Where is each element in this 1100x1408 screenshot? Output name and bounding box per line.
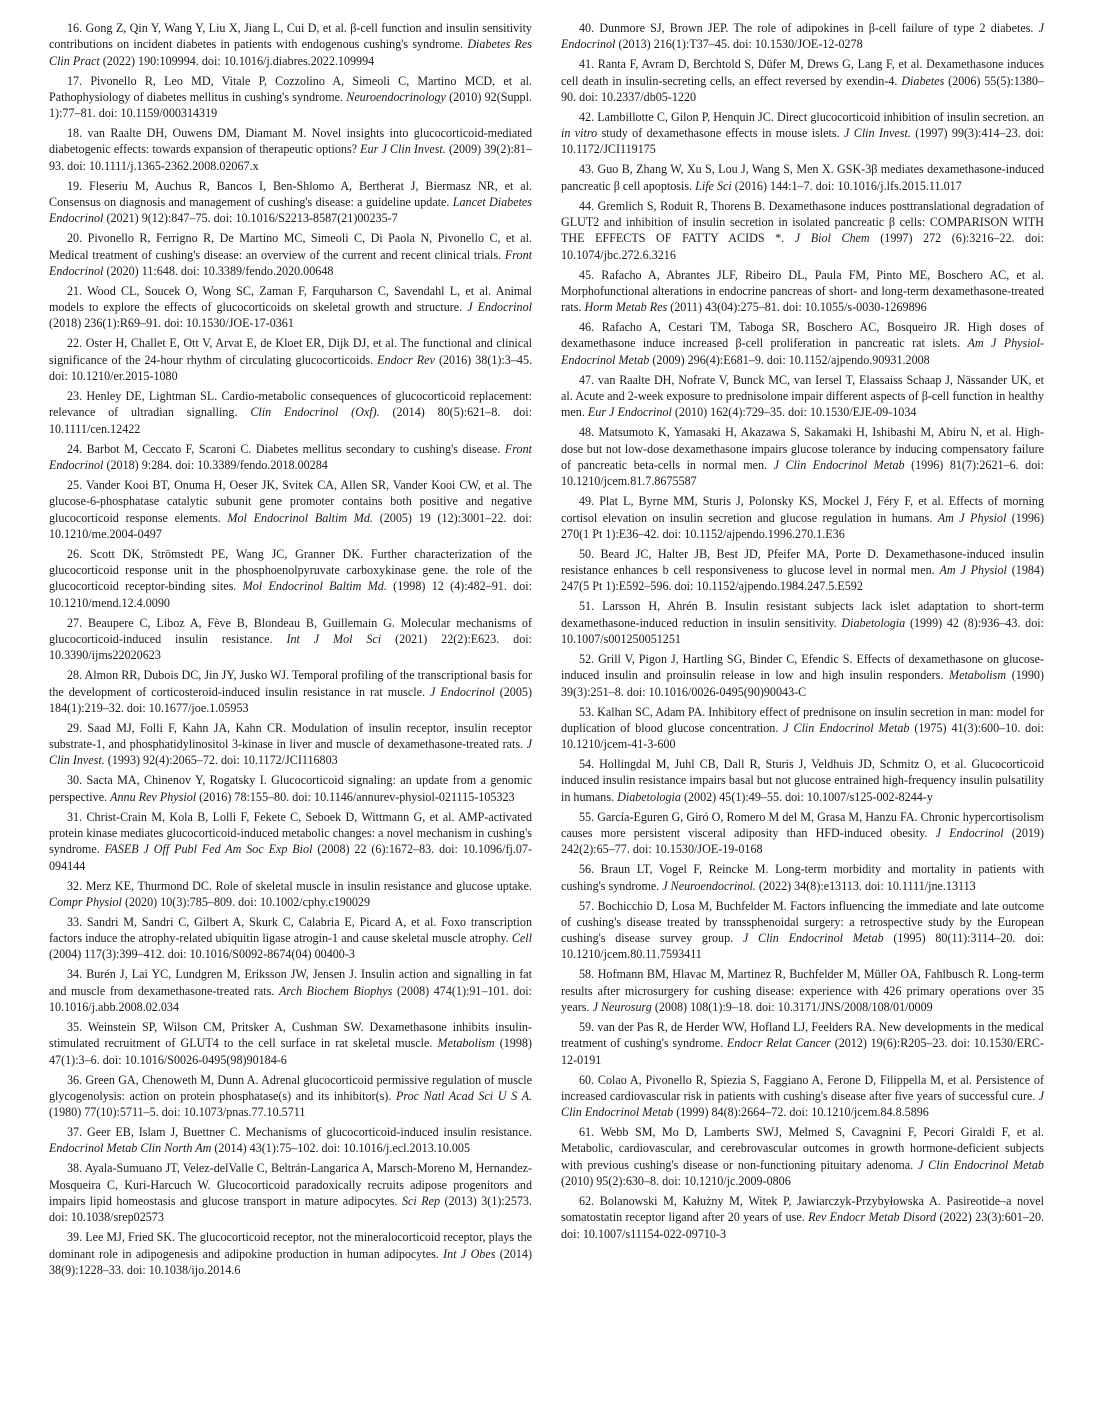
reference-item <box>49 178 532 227</box>
reference-details: (2014) 38(9):1228–33. doi: 10.1038/ijo.2014.6 <box>49 1246 533 1277</box>
reference-number: 18. <box>67 126 83 141</box>
reference-item <box>561 861 1044 894</box>
reference-text: Lee MJ, Fried SK. The glucocorticoid receptor, not the mineralocorticoid receptor, plays the dominant role in adipogenesis and adipokine production in human adipocytes. <box>49 1230 532 1261</box>
reference-journal: J Biol Chem <box>794 231 870 246</box>
reference-journal: Cell <box>511 931 532 946</box>
reference-number: 42. <box>579 109 595 124</box>
reference-journal: Sci Rep <box>402 1194 441 1209</box>
reference-number: 24. <box>67 441 83 456</box>
reference-details: (2013) 3(1):2573. doi: 10.1038/srep02573 <box>49 1194 532 1225</box>
reference-text: Henley DE, Lightman SL. Cardio-metabolic consequences of glucocorticoid replacement: relevance of ultradian signalling. <box>49 389 532 420</box>
reference-number: 33. <box>67 914 83 929</box>
reference-item <box>49 546 532 611</box>
reference-journal: FASEB J Off Publ Fed Am Soc Exp Biol <box>104 842 313 857</box>
reference-text: Saad MJ, Folli F, Kahn JA, Kahn CR. Modulation of insulin receptor, insulin receptor substrate-1, and phosphatidylinositol 3-kinase in liver and muscle of dexamethasone-treated rats. <box>49 720 532 752</box>
reference-item <box>561 598 1044 647</box>
reference-details: (2021) 22(2):E623. doi: 10.3390/ijms22020623 <box>49 631 532 663</box>
reference-item <box>49 441 532 474</box>
reference-journal: J Neurosurg <box>592 1000 652 1014</box>
reference-text: Hofmann BM, Hlavac M, Martinez R, Buchfelder M, Müller OA, Fahlbusch R. Long-term results after microsurgery for cushing disease: experience with 426 primary operations over 35 years. <box>561 967 1044 1014</box>
reference-journal: Endocr Relat Cancer <box>726 1036 831 1051</box>
reference-details: (1996) 81(7):2621–6. doi: 10.1210/jcem.81.7.8675587 <box>561 457 1044 489</box>
reference-item <box>49 230 532 279</box>
reference-details: (2016) 38(1):3–45. doi: 10.1210/er.2015-1080 <box>49 352 533 384</box>
reference-text: Almon RR, Dubois DC, Jin JY, Jusko WJ. Temporal profiling of the transcriptional basis for the development of corticosteroid-induced insulin resistance in rat muscle. <box>49 668 532 699</box>
reference-text: Ranta F, Avram D, Berchtold S, Düfer M, Drews G, Lang F, et al. Dexamethasone induces cell death in insulin-secreting cells, an effect reversed by exendin-4. <box>561 57 1044 88</box>
reference-text: Fleseriu M, Auchus R, Bancos I, Ben-Shlomo A, Bertherat J, Biermasz NR, et al. Consensus on diagnosis and management of cushing's disease: a guideline update. <box>49 178 532 210</box>
reference-journal: Am J Physiol <box>939 563 1007 578</box>
reference-details: (2022) 190:109994. doi: 10.1016/j.diabres.2022.109994 <box>102 53 375 68</box>
reference-journal: Horm Metab Res <box>584 300 668 315</box>
reference-details: (2019) 242(2):65–77. doi: 10.1530/JOE-19-0168 <box>561 825 1045 857</box>
reference-column-right <box>561 20 1044 1246</box>
reference-journal: Am J Physiol-Endocrinol Metab <box>561 336 1044 367</box>
reference-number: 45. <box>579 267 595 282</box>
reference-number: 28. <box>67 668 83 683</box>
reference-journal: Front Endocrinol <box>49 441 533 472</box>
reference-number: 30. <box>67 773 83 788</box>
reference-text: Geer EB, Islam J, Buettner C. Mechanisms of glucocorticoid-induced insulin resistance. <box>87 1125 532 1140</box>
reference-item <box>561 898 1044 963</box>
reference-item <box>49 388 532 437</box>
reference-details: (2004) 117(3):399–412. doi: 10.1016/S0092-8674(04) 00400-3 <box>49 947 355 962</box>
reference-item <box>561 493 1044 542</box>
reference-text: Dunmore SJ, Brown JEP. The role of adipokines in β-cell failure of type 2 diabetes. <box>599 21 1034 35</box>
reference-item <box>49 809 532 874</box>
reference-item <box>561 319 1044 368</box>
reference-item <box>561 809 1044 858</box>
reference-text: Larsson H, Ahrén B. Insulin resistant subjects lack islet adaptation to short-term dexamethasone-induced reduction in insulin sensitivity. <box>561 599 1044 630</box>
reference-number: 21. <box>67 283 83 298</box>
reference-item <box>49 772 532 805</box>
reference-item <box>49 477 532 542</box>
reference-item <box>561 756 1044 805</box>
reference-number: 57. <box>579 898 595 913</box>
reference-text: Wood CL, Soucek O, Wong SC, Zaman F, Farquharson C, Savendahl L, et al. Animal models to explore the effects of glucocorticoids on skeletal growth and structure. <box>49 283 532 315</box>
reference-details: (1990) 39(3):251–8. doi: 10.1016/0026-0495(90)90043-C <box>561 668 1044 699</box>
reference-details: (1997) 99(3):414–23. doi: 10.1172/JCI119175 <box>561 126 1044 157</box>
reference-journal: Rev Endocr Metab Disord <box>808 1210 937 1225</box>
reference-journal: J Clin Endocrinol Metab <box>561 1088 1044 1120</box>
reference-item <box>49 1229 532 1278</box>
reference-journal: Diabetologia <box>617 789 681 804</box>
reference-item <box>561 20 1044 53</box>
reference-details: (2006) 55(5):1380–90. doi: 10.2337/db05-1220 <box>561 73 1045 104</box>
reference-number: 62. <box>579 1194 595 1209</box>
reference-item <box>561 1193 1044 1242</box>
reference-number: 51. <box>579 599 595 614</box>
reference-details: (1998) 47(1):3–6. doi: 10.1016/S0026-0495(98)90184-6 <box>49 1036 532 1067</box>
reference-number: 40. <box>579 21 595 35</box>
reference-details: (1975) 41(3):600–10. doi: 10.1210/jcem-41-3-600 <box>561 720 1044 752</box>
reference-details: (1984) 247(5 Pt 1):E592–596. doi: 10.1152/ajpendo.1984.247.5.E592 <box>561 563 1044 594</box>
reference-item <box>561 966 1044 1015</box>
reference-journal: Eur J Endocrinol <box>587 405 672 420</box>
reference-journal: Metabolism <box>949 668 1007 683</box>
reference-details: (2018) 236(1):R69–91. doi: 10.1530/JOE-17-0361 <box>49 316 294 331</box>
reference-item <box>561 161 1044 194</box>
reference-text: Matsumoto K, Yamasaki H, Akazawa S, Sakamaki H, Ishibashi M, Abiru N, et al. High-dose but not low-dose dexamethasone impairs glucose tolerance by inducing compensatory failure of pancreatic beta-cells in normal men. <box>561 425 1044 472</box>
reference-details: (2011) 43(04):275–81. doi: 10.1055/s-0030-1269896 <box>670 300 927 315</box>
reference-text: García-Eguren G, Giró O, Romero M del M, Grasa M, Hanzu FA. Chronic hypercortisolism causes more persistent visceral adiposity than HFD-induced obesity. <box>561 809 1044 840</box>
reference-item <box>561 198 1044 263</box>
reference-details: (2005) 19 (12):3001–22. doi: 10.1210/me.2004-0497 <box>49 510 532 541</box>
reference-item <box>49 667 532 716</box>
reference-text: Kalhan SC, Adam PA. Inhibitory effect of prednisone on insulin secretion in man: model for duplication of blood glucose concentration. <box>561 704 1044 735</box>
reference-journal: Lancet Diabetes Endocrinol <box>49 195 533 226</box>
reference-item <box>49 914 532 963</box>
reference-journal: J Neuroendocrinol. <box>662 878 756 893</box>
reference-number: 59. <box>579 1019 595 1034</box>
reference-number: 22. <box>67 336 83 351</box>
reference-item <box>561 1124 1044 1189</box>
reference-journal: J Clin Endocrinol Metab <box>783 720 910 735</box>
reference-details: (2009) 39(2):81–93. doi: 10.1111/j.1365-2362.2008.02067.x <box>49 142 533 173</box>
reference-number: 61. <box>579 1125 595 1140</box>
reference-journal: Arch Biochem Biophys <box>278 983 393 998</box>
reference-item <box>49 1072 532 1121</box>
reference-text: Merz KE, Thurmond DC. Role of skeletal muscle in insulin resistance and glucose uptake. <box>85 878 532 893</box>
reference-journal: J Clin Invest. <box>49 737 532 768</box>
reference-journal: J Endocrinol <box>561 21 1044 52</box>
reference-item <box>49 125 532 174</box>
reference-text: Oster H, Challet E, Ott V, Arvat E, de Kloet ER, Dijk DJ, et al. The functional and clinical significance of the 24-hour rhythm of circulating glucocorticoids. <box>49 336 533 367</box>
reference-details: (2022) 34(8):e13113. doi: 10.1111/jne.13113 <box>758 878 976 893</box>
reference-text: Plat L, Byrne MM, Sturis J, Polonsky KS, Mockel J, Féry F, et al. Effects of morning cortisol elevation on insulin secretion and glucose regulation in humans. <box>561 494 1044 525</box>
reference-text: Pivonello R, Ferrigno R, De Martino MC, Simeoli C, Di Paola N, Pivonello C, et al. Medical treatment of cushing's disease: an overview of the current and recent clinical trials. <box>49 231 532 262</box>
reference-text: Barbot M, Ceccato F, Scaroni C. Diabetes mellitus secondary to cushing's disease. <box>86 441 501 456</box>
reference-journal: Mol Endocrinol Baltim Md. <box>227 510 373 525</box>
reference-text: Gremlich S, Roduit R, Thorens B. Dexamethasone induces posttranslational degradation of GLUT2 and inhibition of insulin secretion in isolated pancreatic β cells: COMPARISON WITH THE EFFECTS OF FATTY ACIDS *. <box>561 198 1044 246</box>
reference-number: 16. <box>67 21 83 35</box>
reference-item <box>49 283 532 332</box>
reference-details: (1996) 270(1 Pt 1):E36–42. doi: 10.1152/ajpendo.1996.270.1.E36 <box>561 510 1044 541</box>
reference-details: (2018) 9:284. doi: 10.3389/fendo.2018.00284 <box>106 457 328 472</box>
reference-text: Bolanowski M, Kałużny M, Witek P, Jawiarczyk-Przybyłowska A. Pasireotide–a novel somatostatin receptor ligand after 20 years of use. <box>561 1194 1044 1225</box>
reference-journal: Endocr Rev <box>377 352 435 367</box>
reference-details: (2008) 108(1):9–18. doi: 10.3171/JNS/2008/108/01/0009 <box>654 1000 933 1014</box>
reference-journal: Diabetes <box>901 73 945 88</box>
reference-number: 34. <box>67 967 83 982</box>
reference-details: (2008) 474(1):91–101. doi: 10.1016/j.abb.2008.02.034 <box>49 983 533 1014</box>
reference-details: (1995) 80(11):3114–20. doi: 10.1210/jcem.80.11.7593411 <box>561 931 1044 962</box>
reference-text: Pivonello R, Leo MD, Vitale P, Cozzolino A, Simeoli C, Martino MCD, et al. Pathophysiology of diabetes mellitus in cushing's syndrome. <box>49 73 532 104</box>
reference-number: 52. <box>579 651 595 666</box>
reference-text: Lambillotte C, Gilon P, Henquin JC. Direct glucocorticoid inhibition of insulin secretion. an <box>597 109 1044 124</box>
reference-text: van der Pas R, de Herder WW, Hofland LJ, Feelders RA. New developments in the medical treatment of cushing's syndrome. <box>561 1019 1044 1051</box>
reference-item <box>561 546 1044 595</box>
reference-item <box>561 424 1044 489</box>
reference-item <box>49 1160 532 1225</box>
reference-item <box>561 704 1044 753</box>
reference-number: 36. <box>67 1072 83 1087</box>
reference-journal: Compr Physiol <box>49 894 122 909</box>
reference-number: 43. <box>579 162 595 177</box>
reference-column-left <box>49 20 532 1282</box>
reference-number: 31. <box>67 809 83 824</box>
reference-number: 50. <box>579 546 595 561</box>
reference-text: Guo B, Zhang W, Xu S, Lou J, Wang S, Men X. GSK-3β mediates dexamethasone-induced pancreatic β cell apoptosis. <box>561 162 1044 193</box>
reference-text: van Raalte DH, Ouwens DM, Diamant M. Novel insights into glucocorticoid-mediated diabetogenic effects: towards expansion of therapeutic options? <box>49 126 532 157</box>
reference-number: 39. <box>67 1230 83 1245</box>
reference-text: Bochicchio D, Losa M, Buchfelder M. Factors influencing the immediate and late outcome of cushing's disease treated by transsphenoidal surgery: a retrospective study by the European cushing's disease survey group. <box>561 898 1044 946</box>
reference-journal: Annu Rev Physiol <box>110 789 197 804</box>
reference-journal: Neuroendocrinology <box>346 89 446 104</box>
reference-number: 26. <box>67 546 83 561</box>
reference-text: Burén J, Lai YC, Lundgren M, Eriksson JW, Jensen J. Insulin action and signalling in fat and muscle from dexamethasone-treated rats. <box>49 967 532 998</box>
reference-item <box>49 73 532 122</box>
reference-text: Weinstein SP, Wilson CM, Pritsker A, Cushman SW. Dexamethasone inhibits insulin-stimulated recruitment of GLUT4 to the cell surface in rat skeletal muscle. <box>49 1019 532 1051</box>
reference-details: (2021) 9(12):847–75. doi: 10.1016/S2213-8587(21)00235-7 <box>106 211 398 226</box>
reference-text: Hollingdal M, Juhl CB, Dall R, Sturis J, Veldhuis JD, Schmitz O, et al. Glucocorticoid induced insulin resistance impairs basal but not glucose entrained high-frequency insulin pulsatility in humans. <box>561 757 1044 804</box>
reference-details: (2020) 10(3):785–809. doi: 10.1002/cphy.c190029 <box>124 894 371 909</box>
reference-item <box>49 878 532 911</box>
reference-text: Beaupere C, Liboz A, Fève B, Blondeau B, Guillemain G. Molecular mechanisms of glucocorticoid-induced insulin resistance. <box>49 615 532 646</box>
reference-journal: Am J Physiol <box>937 510 1007 525</box>
reference-number: 37. <box>67 1125 83 1140</box>
reference-details: (2010) 92(Suppl. 1):77–81. doi: 10.1159/000314319 <box>49 89 532 121</box>
reference-item <box>49 20 532 69</box>
reference-text: Gong Z, Qin Y, Wang Y, Liu X, Jiang L, Cui D, et al. β-cell function and insulin sensitivity contributions on incident diabetes in patients with endogenous cushing's syndrome. <box>49 21 532 52</box>
reference-number: 29. <box>67 720 83 735</box>
reference-text: Christ-Crain M, Kola B, Lolli F, Fekete C, Seboek D, Wittmann G, et al. AMP-activated protein kinase mediates glucocorticoid-induced metabolic changes: a novel mechanism in cushing's syndrome. <box>49 809 533 857</box>
reference-number: 20. <box>67 231 83 246</box>
reference-journal: J Clin Endocrinol Metab <box>773 457 905 472</box>
reference-journal: J Endocrinol <box>429 684 495 699</box>
reference-journal: Proc Natl Acad Sci U S A. <box>395 1088 532 1103</box>
reference-text: Sandri M, Sandri C, Gilbert A, Skurk C, Calabria E, Picard A, et al. Foxo transcription factors induce the atrophy-related ubiquitin ligase atrogin-1 and cause skeletal muscle atrophy. <box>49 914 532 946</box>
reference-item <box>49 335 532 384</box>
reference-number: 17. <box>67 73 83 88</box>
reference-details: (2022) 23(3):601–20. doi: 10.1007/s11154-022-09710-3 <box>561 1210 1045 1241</box>
reference-number: 41. <box>579 57 595 72</box>
reference-text: Grill V, Pigon J, Hartling SG, Binder C, Efendic S. Effects of dexamethasone on glucose-induced insulin and proinsulin release in low and high insulin responders. <box>561 651 1044 683</box>
reference-journal: Diabetes Res Clin Pract <box>49 37 532 68</box>
reference-journal: Metabolism <box>437 1036 495 1051</box>
reference-number: 55. <box>579 809 595 824</box>
reference-details: (2014) 43(1):75–102. doi: 10.1016/j.ecl.2013.10.005 <box>214 1141 471 1156</box>
reference-journal: Mol Endocrinol Baltim Md. <box>242 579 387 594</box>
reference-details: (2005) 184(1):219–32. doi: 10.1677/joe.1.05953 <box>49 684 532 715</box>
reference-details: study of dexamethasone effects in mouse islets. <box>601 126 840 141</box>
reference-details: (1999) 84(8):2664–72. doi: 10.1210/jcem.84.8.5896 <box>676 1105 929 1120</box>
reference-text: Braun LT, Vogel F, Reincke M. Long-term morbidity and mortality in patients with cushing's syndrome. <box>561 862 1044 893</box>
reference-journal: Diabetologia <box>841 615 906 630</box>
reference-details: (2013) 216(1):T37–45. doi: 10.1530/JOE-12-0278 <box>618 37 863 52</box>
reference-number: 46. <box>579 320 595 335</box>
reference-text: Webb SM, Mo D, Lamberts SWJ, Melmed S, Cavagnini F, Pecori Giraldi F, et al. Metabolic, cardiovascular, and cerebrovascular outcomes in growth hormone-deficient subjects with previous cushing's disease or non-functioning pituitary adenoma. <box>561 1125 1044 1172</box>
reference-number: 54. <box>579 757 595 772</box>
reference-item <box>561 1019 1044 1068</box>
reference-journal: J Clin Endocrinol Metab <box>917 1157 1044 1172</box>
reference-details: (1997) 272 (6):3216–22. doi: 10.1074/jbc.272.6.3216 <box>561 231 1044 262</box>
reference-number: 58. <box>579 967 595 982</box>
reference-text: Rafacho A, Abrantes JLF, Ribeiro DL, Paula FM, Pinto ME, Boschero AC, et al. Morphofunctional alterations in endocrine pancreas of short- and long-term dexamethasone-treated rats. <box>561 267 1044 315</box>
reference-item <box>561 109 1044 158</box>
reference-number: 47. <box>579 372 595 387</box>
reference-details: (2010) 95(2):630–8. doi: 10.1210/jc.2009-0806 <box>561 1174 791 1189</box>
reference-text: van Raalte DH, Nofrate V, Bunck MC, van Iersel T, Elassaiss Schaap J, Nässander UK, et al. Acute and 2-week exposure to prednisolone impair different aspects of β-cell function in healthy men. <box>561 372 1044 420</box>
reference-number: 25. <box>67 477 83 492</box>
reference-details: (2008) 22 (6):1672–83. doi: 10.1096/fj.07-094144 <box>49 842 532 873</box>
reference-item <box>561 1072 1044 1121</box>
reference-item <box>561 56 1044 105</box>
reference-number: 27. <box>67 615 83 630</box>
reference-journal: Endocrinol Metab Clin North Am <box>49 1141 212 1156</box>
reference-item <box>49 615 532 664</box>
reference-text: Beard JC, Halter JB, Best JD, Pfeifer MA, Porte D. Dexamethasone-induced insulin resistance enhances b cell responsiveness to glucose level in normal men. <box>561 546 1044 578</box>
reference-text: Vander Kooi BT, Onuma H, Oeser JK, Svitek CA, Allen SR, Vander Kooi CW, et al. The glucose-6-phosphatase catalytic subunit gene promoter contains both positive and negative glucocorticoid response elements. <box>49 477 532 525</box>
reference-journal: J Clin Endocrinol Metab <box>742 931 884 946</box>
reference-details: (2016) 78:155–80. doi: 10.1146/annurev-physiol-021115-105323 <box>199 789 515 804</box>
reference-details: (2009) 296(4):E681–9. doi: 10.1152/ajpendo.90931.2008 <box>652 352 930 367</box>
reference-details: (2012) 19(6):R205–23. doi: 10.1530/ERC-12-0191 <box>561 1036 1045 1067</box>
reference-text: Rafacho A, Cestari TM, Taboga SR, Boschero AC, Bosqueiro JR. High doses of dexamethasone induce increased β-cell proliferation in pancreatic rat islets. <box>561 320 1045 351</box>
reference-text: Scott DK, Strömstedt PE, Wang JC, Granner DK. Further characterization of the glucocorticoid response unit in the phosphoenolpyruvate carboxykinase gene. the role of the glucocorticoid receptor-binding sites. <box>49 546 532 594</box>
reference-journal: Clin Endocrinol (Oxf). <box>250 405 380 420</box>
reference-number: 38. <box>67 1161 83 1176</box>
reference-number: 32. <box>67 878 83 893</box>
reference-details: (1980) 77(10):5711–5. doi: 10.1073/pnas.77.10.5711 <box>49 1105 306 1120</box>
reference-number: 35. <box>67 1019 83 1034</box>
reference-journal: Eur J Clin Invest. <box>360 142 446 157</box>
reference-item <box>49 966 532 1015</box>
reference-journal: Life Sci <box>695 178 732 193</box>
reference-item <box>49 1124 532 1157</box>
reference-journal: J Endocrinol <box>467 300 532 315</box>
reference-text: Ayala-Sumuano JT, Velez-delValle C, Beltrán-Langarica A, Marsch-Moreno M, Hernandez-Mosqueira C, Kuri-Harcuch W. Glucocorticoid paradoxically recruits adipose progenitors and impairs lipid homeostasis and glucose transport in mature adipocytes. <box>49 1161 532 1209</box>
reference-item <box>49 720 532 769</box>
reference-details: (1993) 92(4):2065–72. doi: 10.1172/JCI116803 <box>107 753 338 768</box>
reference-details: (2016) 144:1–7. doi: 10.1016/j.lfs.2015.11.017 <box>734 178 962 193</box>
reference-item <box>49 1019 532 1068</box>
reference-details: (2014) 80(5):621–8. doi: 10.1111/cen.12422 <box>49 405 532 436</box>
reference-number: 60. <box>579 1072 595 1087</box>
reference-details: (2002) 45(1):49–55. doi: 10.1007/s125-002-8244-y <box>683 789 933 804</box>
reference-number: 44. <box>579 198 595 213</box>
reference-number: 19. <box>67 178 83 193</box>
reference-number: 56. <box>579 862 595 877</box>
reference-journal: J Endocrinol <box>935 825 1004 840</box>
reference-journal: Front Endocrinol <box>49 247 532 278</box>
reference-text: Green GA, Chenoweth M, Dunn A. Adrenal glucocorticoid permissive regulation of muscle glycogenolysis: action on protein phosphatase(s) and its inhibitor(s). <box>49 1072 532 1103</box>
reference-item <box>561 267 1044 316</box>
reference-journal: Int J Mol Sci <box>286 631 382 646</box>
reference-details: (1998) 12 (4):482–91. doi: 10.1210/mend.12.4.0090 <box>49 579 532 610</box>
reference-number: 49. <box>579 494 595 509</box>
reference-number: 48. <box>579 425 595 440</box>
reference-item <box>561 372 1044 421</box>
reference-number: 23. <box>67 389 83 404</box>
reference-details: (2020) 11:648. doi: 10.3389/fendo.2020.00648 <box>106 263 334 278</box>
reference-details: (1999) 42 (8):936–43. doi: 10.1007/s001250051251 <box>561 615 1044 646</box>
reference-text: Colao A, Pivonello R, Spiezia S, Faggiano A, Ferone D, Filippella M, et al. Persistence of increased cardiovascular risk in patients with cushing's disease after five years of successful cure. <box>561 1072 1045 1103</box>
reference-details: (2010) 162(4):729–35. doi: 10.1530/EJE-09-1034 <box>674 405 917 420</box>
reference-journal: Int J Obes <box>443 1246 496 1261</box>
reference-number: 53. <box>579 704 595 719</box>
reference-item <box>561 651 1044 700</box>
reference-journal: in vitro <box>561 126 598 141</box>
reference-text: Sacta MA, Chinenov Y, Rogatsky I. Glucocorticoid signaling: an update from a genomic perspective. <box>49 773 532 804</box>
reference-journal: J Clin Invest. <box>844 126 911 141</box>
